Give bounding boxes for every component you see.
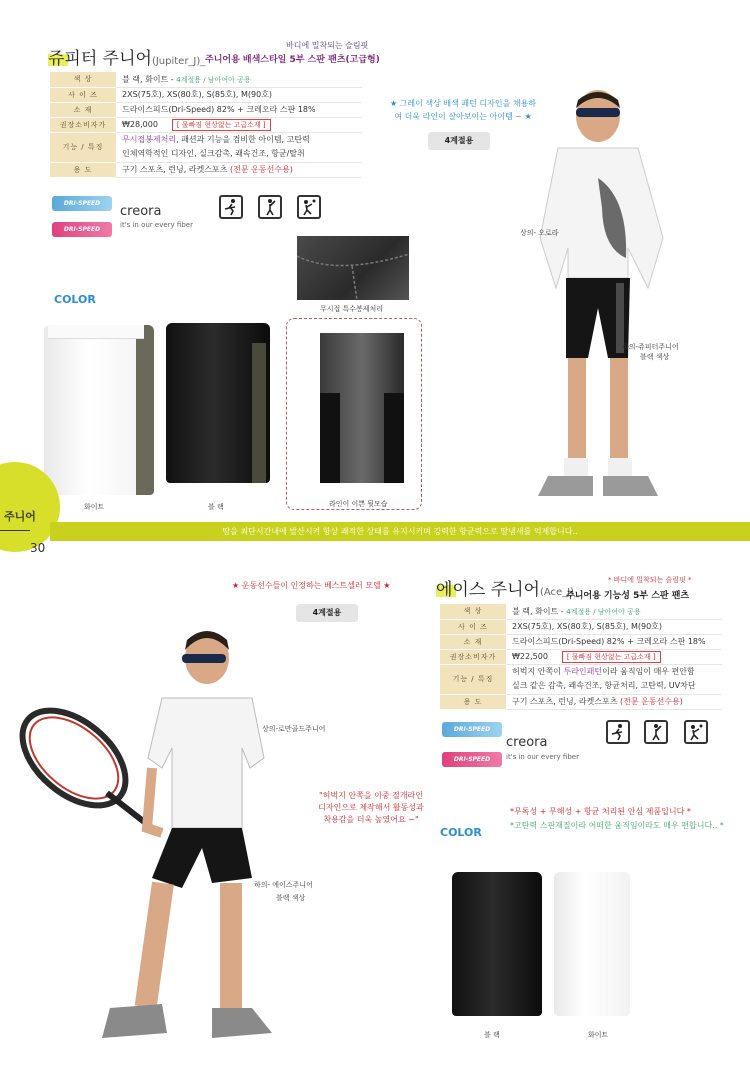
spec-row-material — [50, 102, 362, 117]
tennis-icon — [297, 195, 321, 219]
black-shorts-photo — [166, 323, 270, 483]
spec-label: 권장소비자가 — [50, 117, 116, 132]
spec-value: 블 랙, 화이트 - — [122, 74, 177, 84]
bottom-model-bottom-color: 블랙 색상 — [276, 894, 306, 902]
spec-note: 4계절용 / 남아여아 공용 — [566, 607, 641, 616]
spec-value: 2XS(75호), XS(80호), S(85호), M(90호) — [506, 619, 722, 634]
dri-speed-badge: DRI-SPEED — [52, 196, 112, 211]
quality-badge: [ 물빠짐 현상없는 고급소재 ] — [562, 651, 661, 663]
spec-row-color — [440, 604, 722, 619]
spec-label: 기능 / 특징 — [50, 132, 116, 162]
top-desc: 주니어용 배색스타일 5부 스판 팬츠(고급형) — [205, 55, 380, 65]
white-shorts-photo — [44, 325, 154, 495]
top-model-bottom-label: 하의-쥬피터주니어 — [622, 343, 679, 351]
creora-logo: creora — [120, 204, 162, 219]
creora-sub: it's in our every fiber — [506, 753, 579, 761]
spec-value: 드라이스피드(Dri-Speed) 82% + 크레오라 스판 18% — [116, 102, 362, 117]
creora-sub: it's in our every fiber — [120, 221, 193, 229]
feature-text-2: 인체역학적인 디자인, 실크감촉, 쾌속건조, 항균/탈취 — [122, 149, 305, 158]
bottom-season-pill: 4계절용 — [296, 604, 358, 622]
spec-label: 색 상 — [440, 604, 506, 619]
side-tab-label: 주니어 — [4, 510, 36, 523]
top-name-kr: 쥬피터 주니어 — [48, 49, 152, 69]
spec-value: 드라이스피드(Dri-Speed) 82% + 크레오라 스판 18% — [506, 634, 722, 649]
use-value: 구기 스포츠, 런닝, 라켓스포츠 — [512, 697, 620, 706]
running-icon — [606, 720, 630, 744]
dri-speed-badge-pink: DRI-SPEED — [52, 222, 112, 237]
spec-value: 블 랙, 화이트 - — [512, 606, 567, 616]
baseball-icon — [644, 720, 668, 744]
bottom-model-top-label: 상의-로만골드주니어 — [262, 725, 326, 733]
spec-row-size — [440, 619, 722, 634]
spec-label: 사 이 즈 — [50, 87, 116, 102]
bottom-quote: "허벅지 안쪽을 이중 절개라인 디자인으로 제작해서 활동성과 착용감을 더욱 높였어요 ~" — [318, 791, 424, 824]
tennis-icon — [684, 720, 708, 744]
bottom-slogan: ★ 운동선수들이 인정하는 베스트셀러 모델 ★ — [232, 581, 391, 590]
feature-highlight: 무시접봉제처리 — [122, 135, 177, 144]
page-number: 30 — [30, 541, 46, 555]
spec-value: 2XS(75호), XS(80호), S(85호), M(90호) — [116, 87, 362, 102]
stitch-detail-photo — [297, 236, 409, 300]
feature-text-2: 실크 같은 감촉, 쾌속건조, 항균처리, 고탄력, UV차단 — [512, 681, 696, 690]
spec-label: 기능 / 특징 — [440, 664, 506, 694]
running-icon — [219, 195, 243, 219]
bottom-model-photo — [2, 628, 292, 1058]
season-pill: 4계절용 — [428, 132, 490, 150]
spec-row-features — [440, 664, 722, 694]
bottom-color-black: 블 랙 — [484, 1031, 500, 1039]
creora-logo: creora — [506, 735, 548, 750]
bottom-name-en: (Ace_J)_ — [539, 587, 580, 598]
use-pro: (전문 운동선수용) — [620, 697, 683, 706]
bottom-note-1: *무독성 + 무해성 + 항균 처리된 안심 제품입니다 * — [510, 807, 691, 816]
spec-row-use — [50, 162, 362, 177]
spec-row-size — [50, 87, 362, 102]
back-view-caption: 라인이 이쁜 뒷모습 — [329, 500, 388, 508]
spec-label: 용 도 — [440, 694, 506, 709]
spec-label: 색 상 — [50, 72, 116, 87]
back-view-photo — [320, 333, 404, 483]
color-label-white: 화이트 — [84, 503, 105, 511]
spec-row-color — [50, 72, 362, 87]
spec-row-material — [440, 634, 722, 649]
spec-label: 용 도 — [50, 162, 116, 177]
black-shorts-photo — [452, 872, 542, 1016]
dri-speed-badge: DRI-SPEED — [442, 722, 502, 737]
bottom-tagline: * 바디에 밀착되는 슬림핏 * — [608, 576, 692, 584]
color-label-black: 블 랙 — [208, 503, 224, 511]
spec-label: 소 재 — [50, 102, 116, 117]
dri-speed-badge-pink: DRI-SPEED — [442, 752, 502, 767]
top-name-en: (Jupiter_J)_ — [151, 56, 206, 67]
spec-note: 4계절용 / 남아여아 공용 — [176, 75, 251, 84]
bottom-spec-table — [440, 604, 722, 710]
top-tagline: 바디에 밀착되는 슬림핏 — [286, 41, 369, 50]
spec-row-features — [50, 132, 362, 162]
top-model-top-label: 상의- 오로라 — [520, 229, 559, 237]
detail-caption: 무시접 특수봉제처리 — [320, 305, 384, 313]
bottom-name-kr: 에이스 주니어 — [436, 580, 540, 600]
info-banner: 땀을 최단시간내에 발산시켜 항상 쾌적한 상태를 유지시키며 강력한 항균력으로 땀냄새를 억제합니다.. — [50, 522, 750, 541]
bottom-model-bottom-label: 하의- 에이스주니어 — [254, 881, 313, 889]
top-callout: ★ 그레이 색상 배색 패턴 디자인을 채용하여 더욱 라인이 살아보이는 아이템 ~ ★ — [389, 99, 537, 121]
baseball-icon — [258, 195, 282, 219]
spec-row-price — [440, 649, 722, 664]
feature-text-rest: 이라 움직임이 매우 편안함 — [602, 667, 695, 676]
use-pro: (전문 운동선수용) — [230, 165, 293, 174]
top-model-bottom-color: 블랙 색상 — [640, 353, 670, 361]
spec-label: 소 재 — [440, 634, 506, 649]
spec-row-use — [440, 694, 722, 709]
bottom-desc: 주니어용 기능성 5부 스판 팬츠 — [566, 591, 690, 601]
spec-label: 사 이 즈 — [440, 619, 506, 634]
feature-highlight: 투라인패턴 — [563, 667, 603, 676]
price-value: ₩22,500 — [512, 651, 548, 661]
side-tab-divider — [0, 530, 30, 531]
bottom-color-heading: COLOR — [440, 826, 482, 839]
white-shorts-photo — [554, 872, 630, 1016]
feature-text: 허벅지 안쪽이 — [512, 667, 564, 676]
feature-text: , 패션과 기능을 겸비한 아이템, 고탄력 — [176, 135, 310, 144]
quality-badge: [ 물빠짐 현상없는 고급소재 ] — [172, 119, 271, 131]
top-spec-table — [50, 72, 362, 178]
bottom-note-2: *고탄력 스판재질이라 어떠한 움직임이라도 매우 편합니다.. * — [510, 821, 724, 830]
top-model-photo — [498, 88, 708, 513]
bottom-color-white: 화이트 — [588, 1031, 609, 1039]
spec-label: 권장소비자가 — [440, 649, 506, 664]
price-value: ₩28,000 — [122, 119, 158, 129]
top-color-heading: COLOR — [54, 293, 96, 306]
spec-row-price — [50, 117, 362, 132]
use-value: 구기 스포츠, 런닝, 라켓스포츠 — [122, 165, 230, 174]
